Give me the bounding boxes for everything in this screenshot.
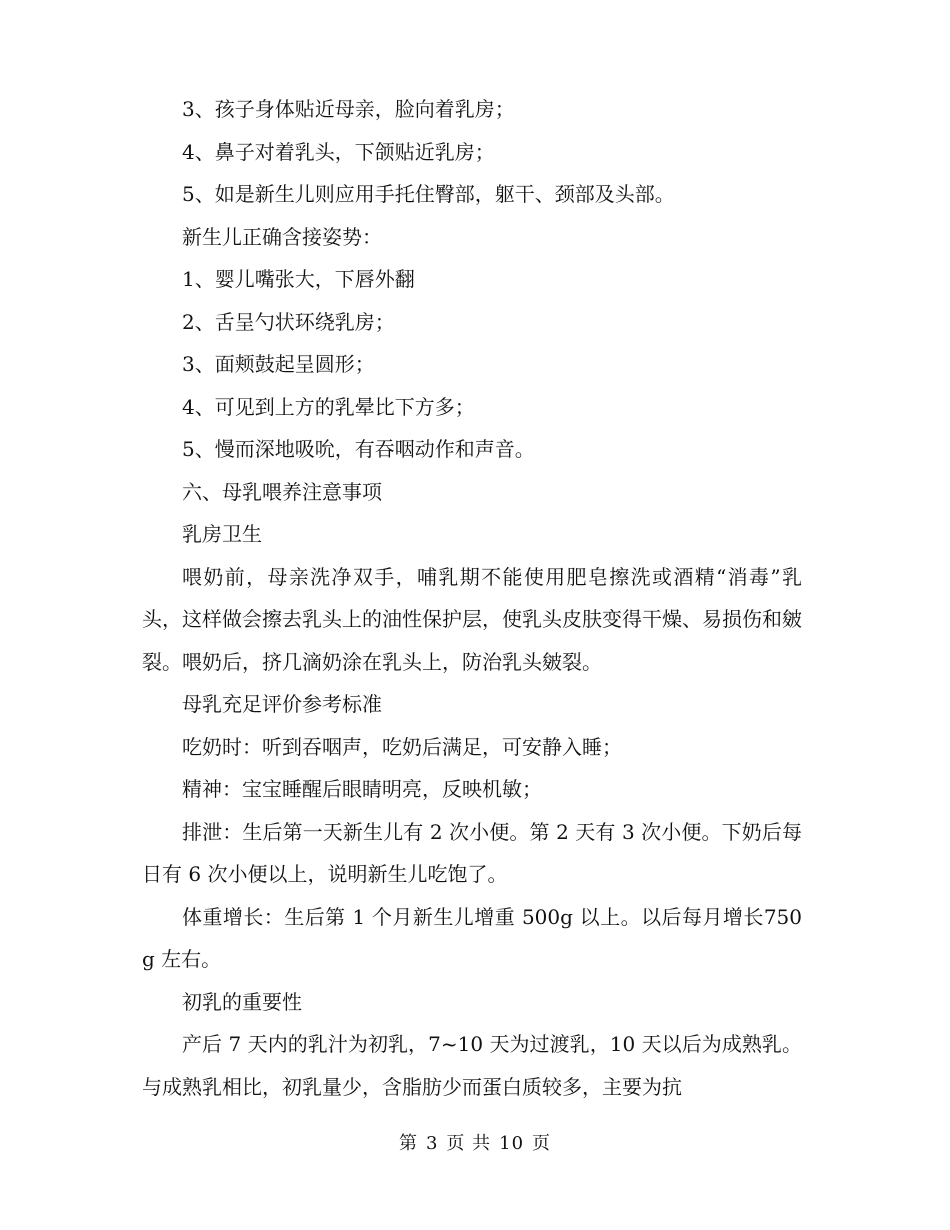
subsection-heading: 乳房卫生	[182, 522, 262, 546]
paragraph: 5、如是新生儿则应用手托住臀部，躯干、颈部及头部。	[182, 182, 675, 206]
paragraph: 吃奶时：听到吞咽声，吃奶后满足，可安静入睡；	[182, 734, 622, 759]
page-body	[142, 88, 802, 1108]
paragraph: 1、婴儿嘴张大，下唇外翻	[182, 267, 415, 291]
paragraph: 精神：宝宝睡醒后眼睛明亮，反映机敏；	[182, 777, 542, 801]
paragraph: 产后 7 天内的乳汁为初乳，7~10 天为过渡乳，10 天以后为成熟乳。与成熟乳相比，初乳量少，含脂肪少而蛋白质较多，主要为抗	[142, 1032, 802, 1099]
paragraph: 5、慢而深地吸吮，有吞咽动作和声音。	[182, 437, 535, 461]
footer-prefix: 第	[398, 1133, 418, 1154]
paragraph: 2、舌呈勺状环绕乳房；	[182, 309, 395, 334]
page-footer	[0, 1130, 950, 1158]
paragraph: 4、可见到上方的乳晕比下方多；	[182, 394, 475, 419]
paragraph: 3、孩子身体贴近母亲，脸向着乳房；	[182, 97, 515, 121]
section-heading: 新生儿正确含接姿势：	[182, 224, 382, 249]
paragraph: 4、鼻子对着乳头，下颌贴近乳房；	[182, 139, 495, 164]
footer-middle: 页 共	[446, 1133, 492, 1154]
section-heading: 六、母乳喂养注意事项	[182, 479, 382, 504]
footer-total-pages: 10	[499, 1133, 525, 1154]
paragraph: 排泄：生后第一天新生儿有 2 次小便。第 2 天有 3 次小便。下奶后每日有 6 次小便以上，说明新生儿吃饱了。	[142, 819, 802, 886]
paragraph: 喂奶前，母亲洗净双手，哺乳期不能使用肥皂擦洗或酒精“消毒”乳头，这样做会擦去乳头上的油性保护层，使乳头皮肤变得干燥、易损伤和皴裂。喂奶后，挤几滴奶涂在乳头上，防治乳头皴裂。	[142, 564, 802, 674]
footer-suffix: 页	[532, 1133, 552, 1154]
paragraph: 3、面颊鼓起呈圆形；	[182, 352, 375, 376]
footer-current-page: 3	[425, 1133, 439, 1154]
subsection-heading: 母乳充足评价参考标准	[182, 692, 382, 716]
paragraph: 体重增长：生后第 1 个月新生儿增重 500g 以上。以后每月增长750g 左右。	[142, 904, 802, 971]
subsection-heading: 初乳的重要性	[182, 989, 302, 1014]
